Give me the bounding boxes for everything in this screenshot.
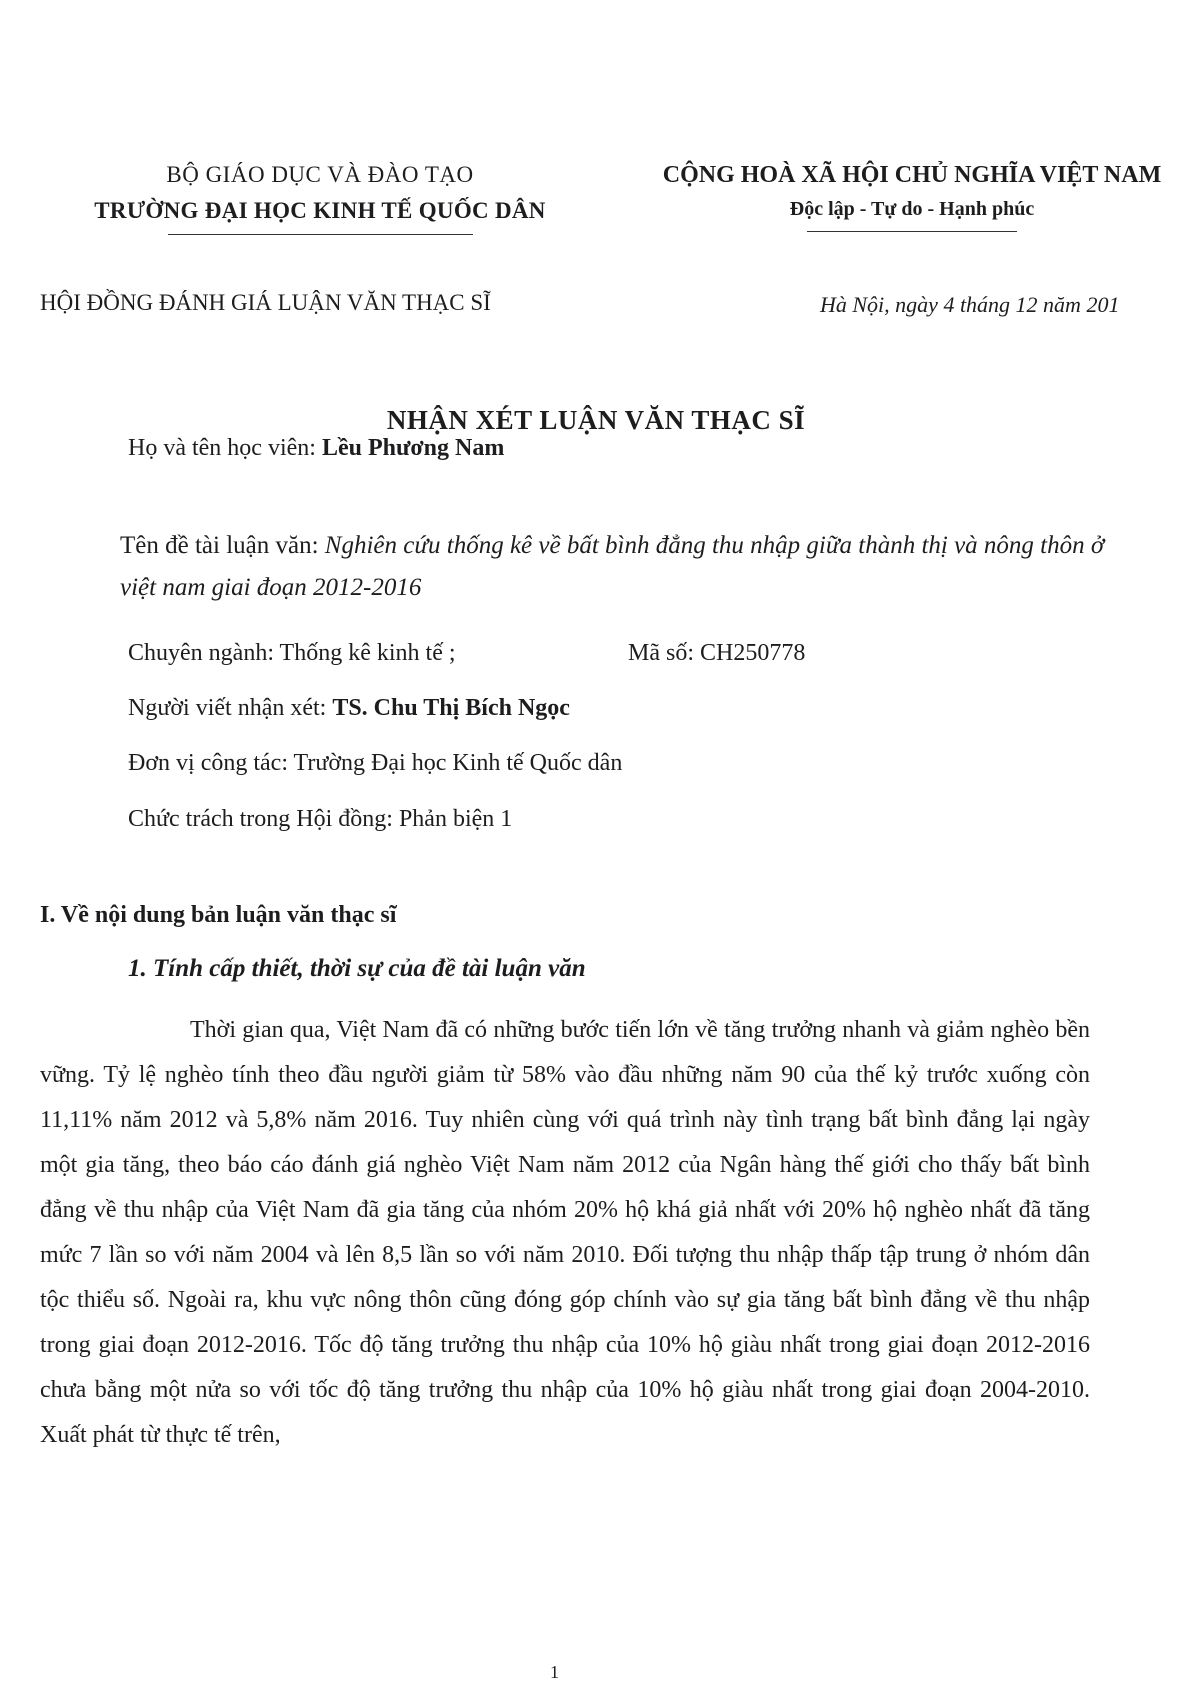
topic-title: Nghiên cứu thống kê về bất bình đẳng thu nhập giữa thành thị và nông thôn ở việt nam giai đoạn 2012-2016 bbox=[120, 532, 1105, 601]
page-number: 1 bbox=[550, 1662, 559, 1682]
header-right-rule bbox=[807, 231, 1017, 232]
major: Chuyên ngành: Thống kê kinh tế ; bbox=[128, 640, 456, 666]
student-label: Họ và tên học viên: bbox=[128, 435, 316, 461]
major-line bbox=[128, 640, 456, 667]
national-motto: Độc lập - Tự do - Hạnh phúc bbox=[789, 198, 1035, 220]
reviewer-line bbox=[128, 695, 570, 722]
topic-line bbox=[120, 525, 1120, 609]
place-date: Hà Nội, ngày 4 tháng 12 năm 201 bbox=[820, 292, 1120, 317]
reviewer-name: TS. Chu Thị Bích Ngọc bbox=[332, 695, 570, 721]
student-line bbox=[128, 435, 504, 462]
nation-name: CỘNG HOÀ XÃ HỘI CHỦ NGHĨA VIỆT NAM bbox=[662, 162, 1162, 188]
code-line bbox=[628, 640, 805, 667]
header-right bbox=[612, 162, 1192, 232]
council-role: Chức trách trong Hội đồng: Phản biện 1 bbox=[128, 806, 513, 832]
unit-line bbox=[128, 750, 622, 777]
header-left-rule bbox=[168, 234, 473, 235]
section-heading: I. Về nội dung bản luận văn thạc sĩ bbox=[40, 902, 397, 928]
topic-label: Tên đề tài luận văn: bbox=[120, 532, 319, 559]
student-code: Mã số: CH250778 bbox=[628, 640, 806, 666]
reviewer-label: Người viết nhận xét: bbox=[128, 695, 327, 721]
header-left bbox=[40, 162, 600, 235]
document-title: NHẬN XÉT LUẬN VĂN THẠC SĨ bbox=[386, 405, 806, 435]
work-unit: Đơn vị công tác: Trường Đại học Kinh tế Quốc dân bbox=[128, 750, 623, 776]
university-name: TRƯỜNG ĐẠI HỌC KINH TẾ QUỐC DÂN bbox=[94, 198, 546, 223]
role-line bbox=[128, 806, 512, 833]
subsection-heading: 1. Tính cấp thiết, thời sự của đề tài luận văn bbox=[128, 955, 586, 982]
ministry-name: BỘ GIÁO DỤC VÀ ĐÀO TẠO bbox=[166, 162, 474, 187]
student-name: Lều Phương Nam bbox=[321, 435, 505, 461]
body-paragraph: Thời gian qua, Việt Nam đã có những bước tiến lớn về tăng trưởng nhanh và giảm nghèo bền vững. Tỷ lệ nghèo tính theo đầu người giảm từ 58% vào đầu những năm 90 của thế kỷ trước xuống còn 11,11% năm 2012 và 5,8% năm 2016. Tuy nhiên cùng với quá trình này tình trạng bất bình đẳng lại ngày một gia tăng, theo báo cáo đánh giá nghèo Việt Nam năm 2012 của Ngân hàng thế giới cho thấy bất bình đẳng về thu nhập của Việt Nam đã gia tăng của nhóm 20% hộ khá giả nhất với 20% hộ nghèo nhất đã tăng mức 7 lần so với năm 2004 và lên 8,5 lần so với năm 2010. Đối tượng thu nhập thấp tập trung ở nhóm dân tộc thiểu số. Ngoài ra, khu vực nông thôn cũng đóng góp chính vào sự gia tăng bất bình đẳng về thu nhập trong giai đoạn 2012-2016. Tốc độ tăng trưởng thu nhập của 10% hộ giàu nhất trong giai đoạn 2012-2016 chưa bằng một nửa so với tốc độ tăng trưởng thu nhập của 10% hộ giàu nhất trong giai đoạn 2004-2010. Xuất phát từ thực tế trên, bbox=[40, 1017, 1090, 1448]
council-name: HỘI ĐỒNG ĐÁNH GIÁ LUẬN VĂN THẠC SĨ bbox=[40, 290, 491, 315]
